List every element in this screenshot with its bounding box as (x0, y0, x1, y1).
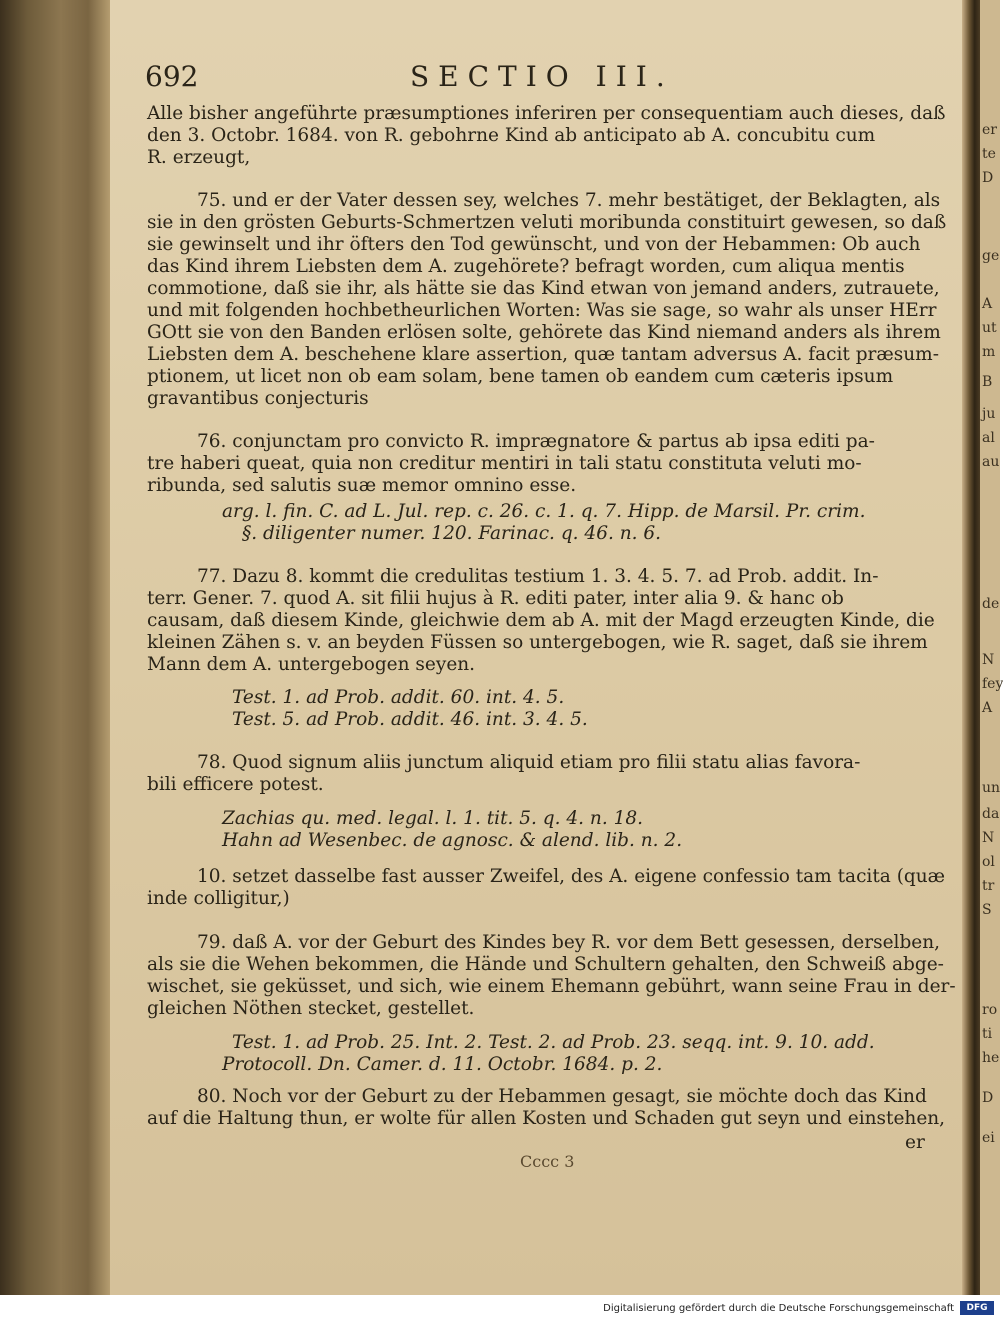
page-number: 692 (145, 60, 199, 93)
text-line: Liebsten dem A. beschehene klare assertion, quæ tantam adversus A. facit præsum- (147, 344, 939, 365)
citation-line: §. diligenter numer. 120. Farinac. q. 46. n. 6. (242, 523, 662, 544)
text-line: terr. Gener. 7. quod A. sit filii hujus à R. editi pater, inter alia 9. & hanc ob (147, 588, 844, 609)
page-gutter (962, 0, 980, 1295)
facing-page-fragment: m (982, 344, 996, 360)
text-line: als sie die Wehen bekommen, die Hände und Schultern gehalten, den Schweiß abge- (147, 954, 944, 975)
text-line: und mit folgenden hochbetheurlichen Worten: Was sie sage, so wahr als unser HErr (147, 300, 937, 321)
text-line: bili efficere potest. (147, 774, 324, 795)
text-line: ribunda, sed salutis suæ memor omnino esse. (147, 475, 577, 496)
signature-mark: Cccc 3 (520, 1152, 575, 1171)
text-line: 76. conjunctam pro convicto R. imprægnatore & partus ab ipsa editi pa- (197, 431, 875, 452)
text-line: 77. Dazu 8. kommt die credulitas testium 1. 3. 4. 5. 7. ad Prob. addit. In- (197, 566, 879, 587)
text-line: 80. Noch vor der Geburt zu der Hebammen gesagt, sie möchte doch das Kind (197, 1086, 927, 1107)
text-line: das Kind ihrem Liebsten dem A. zugehörete? befragt worden, cum aliqua mentis (147, 256, 905, 277)
facing-page-fragment: da (982, 806, 1000, 822)
facing-page-fragment: ju (982, 406, 996, 422)
text-line: den 3. Octobr. 1684. von R. gebohrne Kind ab anticipato ab A. concubitu cum (147, 125, 876, 146)
text-line: ptionem, ut licet non ob eam solam, bene tamen ob eandem cum cæteris ipsum (147, 366, 894, 387)
facing-page-fragment: al (982, 430, 995, 446)
citation-line: arg. l. fin. C. ad L. Jul. rep. c. 26. c. 1. q. 7. Hipp. de Marsil. Pr. crim. (222, 501, 866, 522)
facing-page-fragment: ti (982, 1026, 993, 1042)
page-header (145, 60, 935, 100)
text-line: tre haberi queat, quia non creditur mentiri in tali statu constituta veluti mo- (147, 453, 862, 474)
facing-page-fragment: B (982, 374, 993, 390)
text-line: GOtt sie von den Banden erlösen solte, gehörete das Kind niemand anders als ihrem (147, 322, 941, 343)
text-line: Mann dem A. untergebogen seyen. (147, 654, 476, 675)
facing-page-fragment: he (982, 1050, 1000, 1066)
text-line: 79. daß A. vor der Geburt des Kindes bey R. vor dem Bett gesessen, derselben, (197, 932, 941, 953)
text-line: gleichen Nöthen stecket, gestellet. (147, 998, 475, 1019)
facing-page-fragment: S (982, 902, 992, 918)
text-line: R. erzeugt, (147, 147, 251, 168)
facing-page-fragment: ut (982, 320, 997, 336)
text-line: commotione, daß sie ihr, als hätte sie das Kind etwan von jemand anders, zutrauete, (147, 278, 940, 299)
text-line: 78. Quod signum aliis junctum aliquid etiam pro filii statu alias favora- (197, 752, 861, 773)
catchword: er (905, 1132, 925, 1153)
text-line: gravantibus conjecturis (147, 388, 369, 409)
facing-page-fragment: A (982, 700, 993, 716)
facing-page-fragment: te (982, 146, 996, 162)
text-line: 75. und er der Vater dessen sey, welches 7. mehr bestätiget, der Beklagten, als (197, 190, 941, 211)
dfg-logo: DFG (960, 1301, 994, 1315)
next-page-edge (980, 0, 1003, 1295)
facing-page-fragment: N (982, 830, 995, 846)
text-line: inde colligitur,) (147, 888, 290, 909)
facing-page-fragment: ei (982, 1130, 995, 1146)
book-spine (0, 0, 110, 1295)
facing-page-fragment: A (982, 296, 993, 312)
facing-page-fragment: un (982, 780, 1001, 796)
funding-credit: Digitalisierung gefördert durch die Deutsche Forschungsgemeinschaft (603, 1303, 954, 1314)
citation-line: Test. 1. ad Prob. 25. Int. 2. Test. 2. ad Prob. 23. seqq. int. 9. 10. add. (232, 1032, 875, 1053)
facing-page-fragment: fey (982, 676, 1003, 692)
facing-page-fragment: ro (982, 1002, 998, 1018)
facing-page-fragment: N (982, 652, 995, 668)
text-line: sie in den grösten Geburts-Schmertzen veluti moribunda constituirt gewesen, so daß (147, 212, 947, 233)
citation-line: Test. 1. ad Prob. addit. 60. int. 4. 5. (232, 687, 565, 708)
text-line: kleinen Zähen s. v. an beyden Füssen so untergebogen, wie R. saget, daß sie ihrem (147, 632, 928, 653)
facing-page-fragment: au (982, 454, 1000, 470)
section-title: SECTIO III. (410, 60, 674, 93)
facing-page-fragment: de (982, 596, 1000, 612)
text-line: wischet, sie geküsset, und sich, wie einem Ehemann gebührt, wann seine Frau in der- (147, 976, 956, 997)
facing-page-fragment: tr (982, 878, 995, 894)
citation-line: Zachias qu. med. legal. l. 1. tit. 5. q. 4. n. 18. (222, 808, 644, 829)
text-line: 10. setzet dasselbe fast ausser Zweifel, des A. eigene confessio tam tacita (quæ (197, 866, 946, 887)
footer-bar (0, 1295, 1000, 1324)
facing-page-fragment: D (982, 1090, 994, 1106)
facing-page-fragment: D (982, 170, 994, 186)
text-line: auf die Haltung thun, er wolte für allen Kosten und Schaden gut seyn und einstehen, (147, 1108, 946, 1129)
citation-line: Test. 5. ad Prob. addit. 46. int. 3. 4. 5. (232, 709, 588, 730)
text-line: Alle bisher angeführte præsumptiones inferiren per consequentiam auch dieses, daß (147, 103, 946, 124)
facing-page-fragment: er (982, 122, 997, 138)
text-line: sie gewinselt und ihr öfters den Tod gewünscht, und von der Hebammen: Ob auch (147, 234, 921, 255)
citation-line: Hahn ad Wesenbec. de agnosc. & alend. lib. n. 2. (222, 830, 683, 851)
citation-line: Protocoll. Dn. Camer. d. 11. Octobr. 1684. p. 2. (222, 1054, 663, 1075)
text-line: causam, daß diesem Kinde, gleichwie dem ab A. mit der Magd erzeugten Kinde, die (147, 610, 935, 631)
facing-page-fragment: ol (982, 854, 995, 870)
facing-page-fragment: ge (982, 248, 1000, 264)
